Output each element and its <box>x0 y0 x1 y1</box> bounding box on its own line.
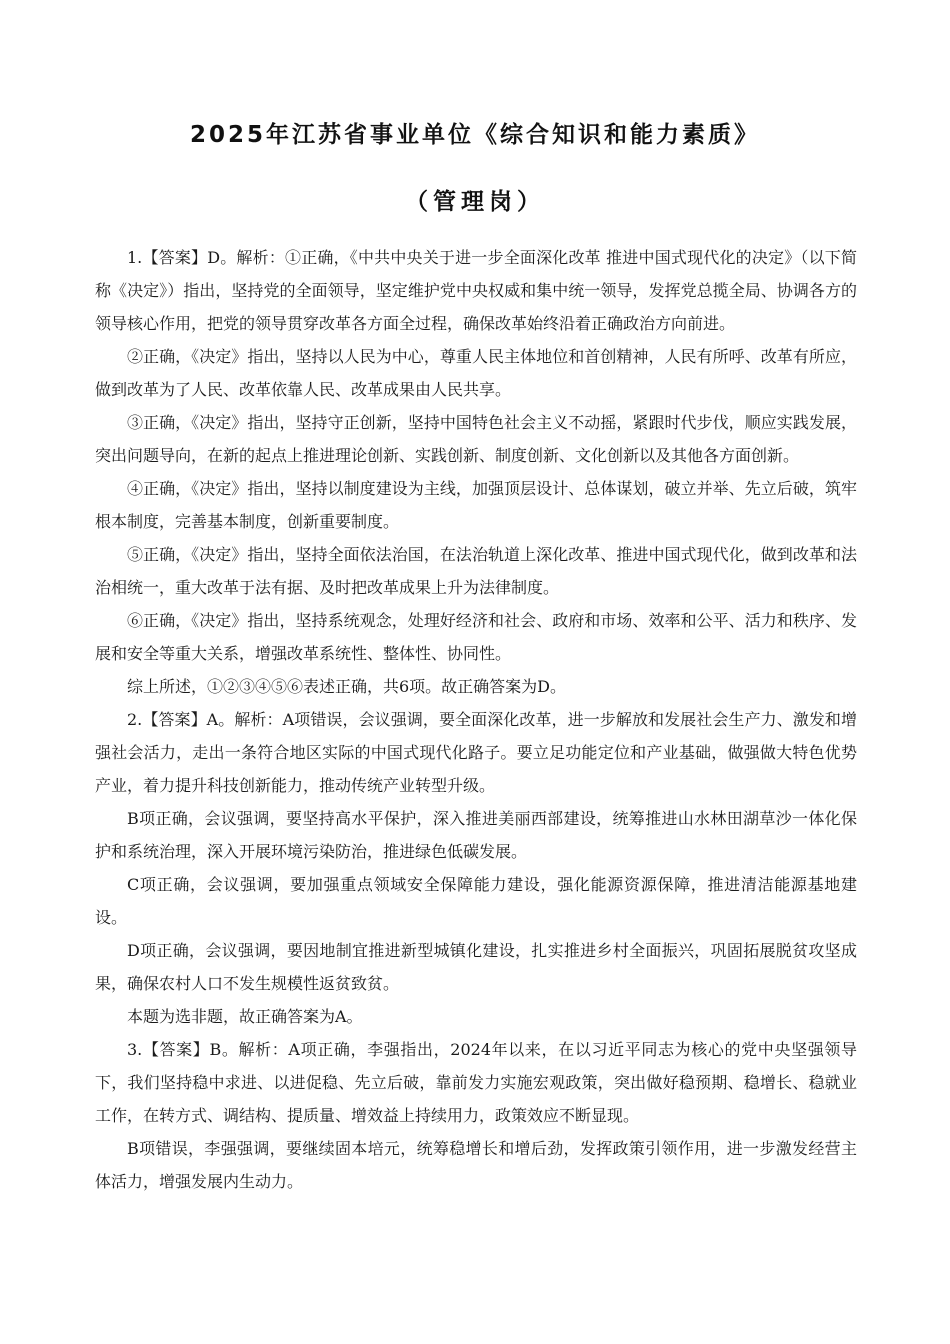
paragraph-q1-point4: ④正确，《决定》指出，坚持以制度建设为主线，加强顶层设计、总体谋划，破立并举、先立后破，筑牢根本制度，完善基本制度，创新重要制度。 <box>95 479 857 531</box>
paragraph-q2-option-c: C项正确，会议强调，要加强重点领域安全保障能力建设，强化能源资源保障，推进清洁能源基地建设。 <box>95 875 857 927</box>
paragraph-q2-option-d: D项正确，会议强调，要因地制宜推进新型城镇化建设，扎实推进乡村全面振兴，巩固拓展脱贫攻坚成果，确保农村人口不发生规模性返贫致贫。 <box>95 941 857 993</box>
document-subtitle: （管理岗） <box>405 189 545 215</box>
paragraph-q1-intro: 1.【答案】D。解析：①正确，《中共中央关于进一步全面深化改革 推进中国式现代化的决定》（以下简称《决定》）指出，坚持党的全面领导，坚定维护党中央权威和集中统一领导，发挥党总揽全局、协调各方的领导核心作用，把党的领导贯穿改革各方面全过程，确保改革始终沿着正确政治方向前进。 <box>95 248 857 333</box>
document-title: 2025年江苏省事业单位《综合知识和能力素质》 <box>189 122 760 148</box>
document-body <box>95 241 857 1198</box>
paragraph-q2-option-b: B项正确，会议强调，要坚持高水平保护，深入推进美丽西部建设，统筹推进山水林田湖草沙一体化保护和系统治理，深入开展环境污染防治，推进绿色低碳发展。 <box>95 809 857 861</box>
paragraph-q2-intro: 2.【答案】A。解析：A项错误，会议强调，要全面深化改革，进一步解放和发展社会生产力、激发和增强社会活力，走出一条符合地区实际的中国式现代化路子。要立足功能定位和产业基础，做强做大特色优势产业，着力提升科技创新能力，推动传统产业转型升级。 <box>95 710 857 795</box>
paragraph-q3-intro: 3.【答案】B。解析：A项正确，李强指出，2024年以来，在以习近平同志为核心的党中央坚强领导下，我们坚持稳中求进、以进促稳、先立后破，靠前发力实施宏观政策，突出做好稳预期、稳增长、稳就业工作，在转方式、调结构、提质量、增效益上持续用力，政策效应不断显现。 <box>95 1040 857 1125</box>
paragraph-q1-point5: ⑤正确，《决定》指出，坚持全面依法治国，在法治轨道上深化改革、推进中国式现代化，做到改革和法治相统一，重大改革于法有据、及时把改革成果上升为法律制度。 <box>95 545 857 597</box>
paragraph-q2-summary: 本题为选非题，故正确答案为A。 <box>127 1007 363 1026</box>
paragraph-q1-point2: ②正确，《决定》指出，坚持以人民为中心，尊重人民主体地位和首创精神，人民有所呼、改革有所应，做到改革为了人民、改革依靠人民、改革成果由人民共享。 <box>95 347 857 399</box>
paragraph-q1-point6: ⑥正确，《决定》指出，坚持系统观念，处理好经济和社会、政府和市场、效率和公平、活力和秩序、发展和安全等重大关系，增强改革系统性、整体性、协同性。 <box>95 611 857 663</box>
paragraph-q1-point3: ③正确，《决定》指出，坚持守正创新，坚持中国特色社会主义不动摇，紧跟时代步伐，顺应实践发展，突出问题导向，在新的起点上推进理论创新、实践创新、制度创新、文化创新以及其他各方面创新。 <box>95 413 857 465</box>
paragraph-q1-summary: 综上所述，①②③④⑤⑥表述正确，共6项。故正确答案为D。 <box>127 677 567 696</box>
paragraph-q3-option-b: B项错误，李强强调，要继续固本培元，统筹稳增长和增后劲，发挥政策引领作用，进一步激发经营主体活力，增强发展内生动力。 <box>95 1139 857 1191</box>
